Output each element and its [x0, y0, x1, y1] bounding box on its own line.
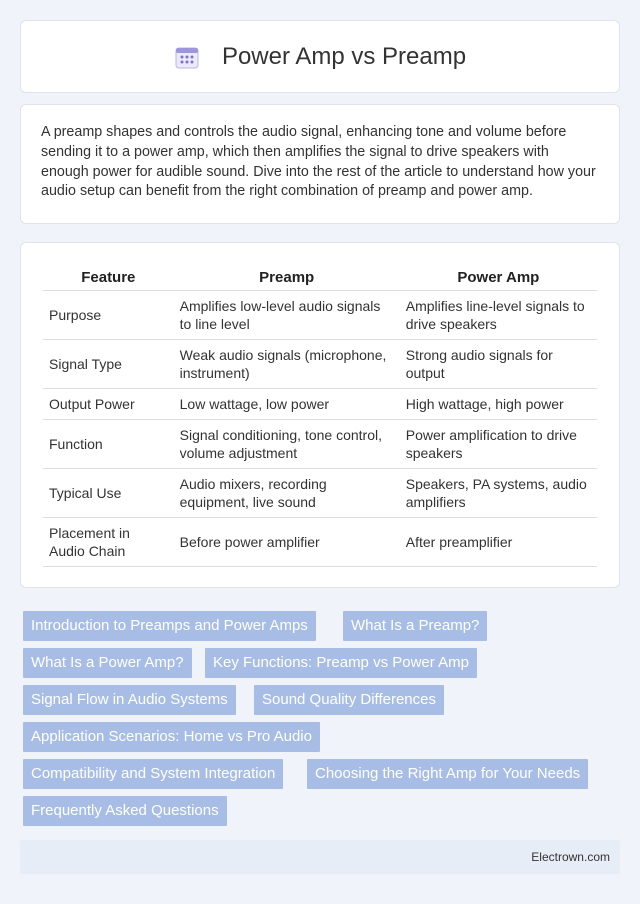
topic-link[interactable]: Compatibility and System Integration	[23, 759, 283, 789]
table-cell: Audio mixers, recording equipment, live sound	[174, 468, 400, 517]
table-cell: Purpose	[43, 290, 174, 339]
table-cell: Placement in Audio Chain	[43, 517, 174, 566]
topic-link[interactable]: Sound Quality Differences	[254, 685, 444, 715]
table-cell: Low wattage, low power	[174, 388, 400, 419]
topic-link[interactable]: What Is a Preamp?	[343, 611, 487, 641]
topic-link[interactable]: Application Scenarios: Home vs Pro Audio	[23, 722, 320, 752]
table-cell: Power amplification to drive speakers	[400, 419, 597, 468]
table-row	[43, 290, 597, 339]
table-header: Feature	[43, 265, 174, 290]
table-cell: Strong audio signals for output	[400, 339, 597, 388]
table-cell: After preamplifier	[400, 517, 597, 566]
table-cell: Amplifies low-level audio signals to line level	[174, 290, 400, 339]
table-row	[43, 388, 597, 419]
topic-link[interactable]: Introduction to Preamps and Power Amps	[23, 611, 316, 641]
topic-link[interactable]: What Is a Power Amp?	[23, 648, 192, 678]
table-row	[43, 419, 597, 468]
table-cell: Weak audio signals (microphone, instrument)	[174, 339, 400, 388]
table-cell: Before power amplifier	[174, 517, 400, 566]
comparison-table-card	[20, 242, 620, 588]
table-header: Preamp	[174, 265, 400, 290]
table-row	[43, 339, 597, 388]
table-cell: Typical Use	[43, 468, 174, 517]
table-cell: Signal conditioning, tone control, volume adjustment	[174, 419, 400, 468]
topic-link[interactable]: Key Functions: Preamp vs Power Amp	[205, 648, 477, 678]
footer	[20, 840, 620, 874]
table-header: Power Amp	[400, 265, 597, 290]
calendar-grid-icon	[174, 44, 200, 70]
table-cell: Speakers, PA systems, audio amplifiers	[400, 468, 597, 517]
table-cell: Output Power	[43, 388, 174, 419]
title-card	[20, 20, 620, 93]
topic-link[interactable]: Choosing the Right Amp for Your Needs	[307, 759, 588, 789]
comparison-table	[43, 265, 597, 567]
footer-site-name: Electrown.com	[531, 850, 610, 864]
topic-link[interactable]: Signal Flow in Audio Systems	[23, 685, 236, 715]
table-row	[43, 517, 597, 566]
topic-link[interactable]: Frequently Asked Questions	[23, 796, 227, 826]
page-title: Power Amp vs Preamp	[221, 42, 467, 70]
table-cell: Function	[43, 419, 174, 468]
intro-text: A preamp shapes and controls the audio signal, enhancing tone and volume before sending it to a power amp, which then amplifies the signal to drive speakers with enough power for audible sound. Dive into the rest of the article to understand how your audio setup can benefit from the right combination of preamp and power amp.	[41, 124, 596, 200]
table-cell: High wattage, high power	[400, 388, 597, 419]
table-row	[43, 468, 597, 517]
table-cell: Signal Type	[43, 339, 174, 388]
table-header-row	[43, 265, 597, 290]
table-cell: Amplifies line-level signals to drive speakers	[400, 290, 597, 339]
intro-card	[20, 104, 620, 224]
